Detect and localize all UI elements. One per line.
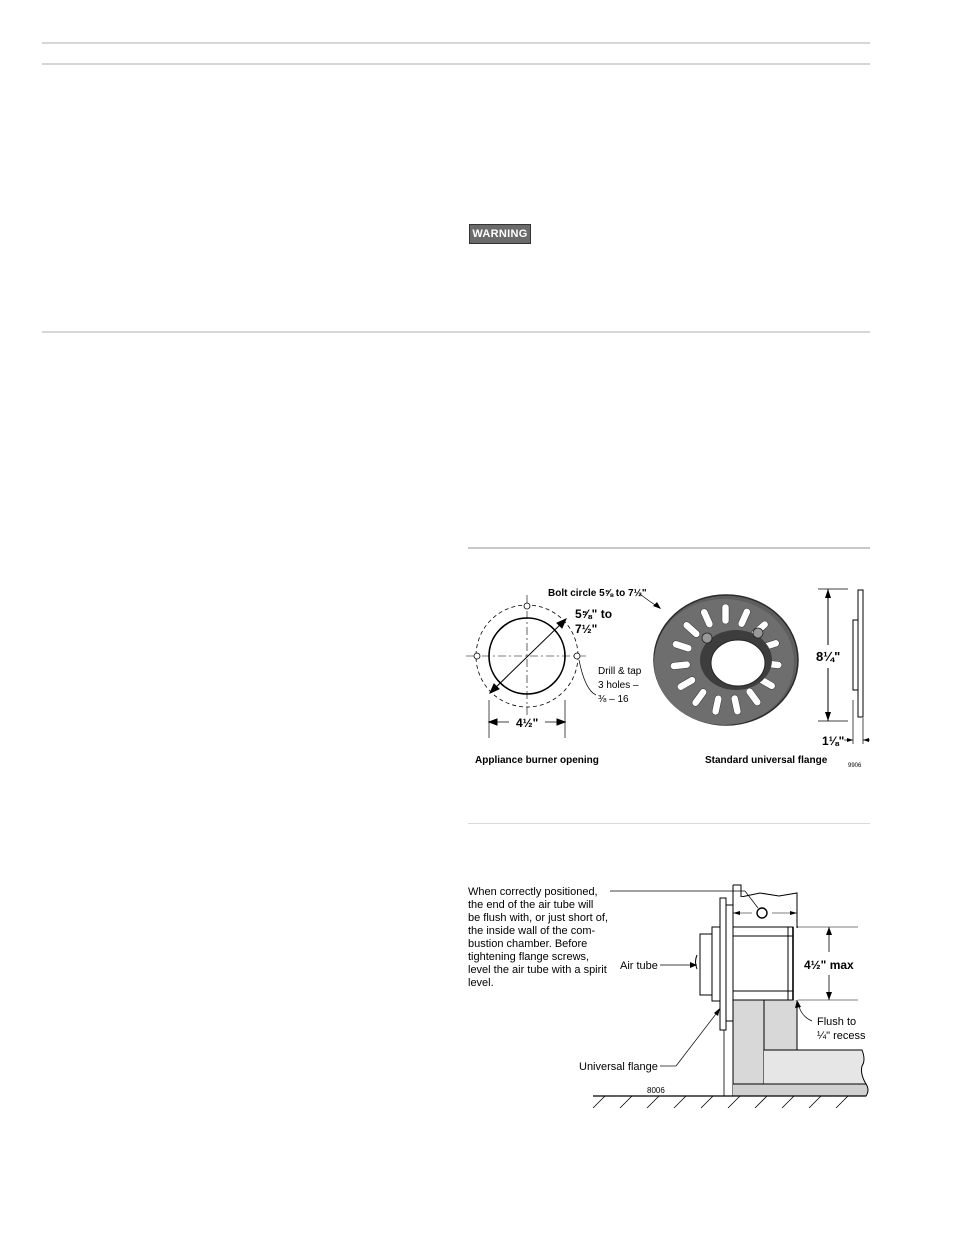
note-line: level the air tube with a spirit <box>468 964 607 976</box>
thickness-dimension-label: 1⅛" <box>822 734 845 748</box>
note-line: When correctly positioned, <box>468 886 598 898</box>
note-line: tightening flange screws, <box>468 951 590 963</box>
warning-badge: WARNING <box>469 224 531 244</box>
note-line: level. <box>468 977 494 989</box>
universal-flange-drawing <box>640 589 870 744</box>
figure2-top-rule <box>468 823 870 824</box>
flush-label-1: Flush to <box>817 1016 857 1028</box>
max-dimension-label: 4½" max <box>804 958 854 972</box>
width-dimension-label: 4½" <box>516 716 539 730</box>
positioning-note <box>468 886 613 990</box>
drill-label-3: ⅜ – 16 <box>598 694 629 705</box>
top-rule-1 <box>42 42 870 44</box>
note-line: the inside wall of the com- <box>468 925 596 937</box>
bolt-circle-label: Bolt circle 5⅝ to 7½" <box>548 588 647 599</box>
note-line: bustion chamber. Before <box>468 938 588 950</box>
figure1-top-rule <box>468 547 870 549</box>
figure1-code: 9906 <box>848 763 862 769</box>
opening-diameter-label-1: 5⅝" to <box>575 607 613 621</box>
flush-label-2: ¼" recess <box>817 1030 866 1042</box>
note-line: be flush with, or just short of, <box>468 912 609 924</box>
top-rule-2 <box>42 63 870 65</box>
burner-opening-drawing <box>466 595 596 738</box>
height-dimension-label: 8¼" <box>816 649 841 664</box>
drill-label-2: 3 holes – <box>598 680 639 691</box>
caption-universal-flange: Standard universal flange <box>705 755 828 766</box>
figure2-code: 8006 <box>647 1086 665 1095</box>
universal-flange-label: Universal flange <box>579 1061 658 1073</box>
air-tube-label: Air tube <box>620 960 658 972</box>
note-line: the end of the air tube will <box>468 899 594 911</box>
opening-diameter-label-2: 7½" <box>575 622 598 636</box>
section-rule <box>42 331 870 333</box>
caption-burner-opening: Appliance burner opening <box>475 755 599 766</box>
drill-label-1: Drill & tap <box>598 666 642 677</box>
installation-drawing <box>593 885 868 1108</box>
